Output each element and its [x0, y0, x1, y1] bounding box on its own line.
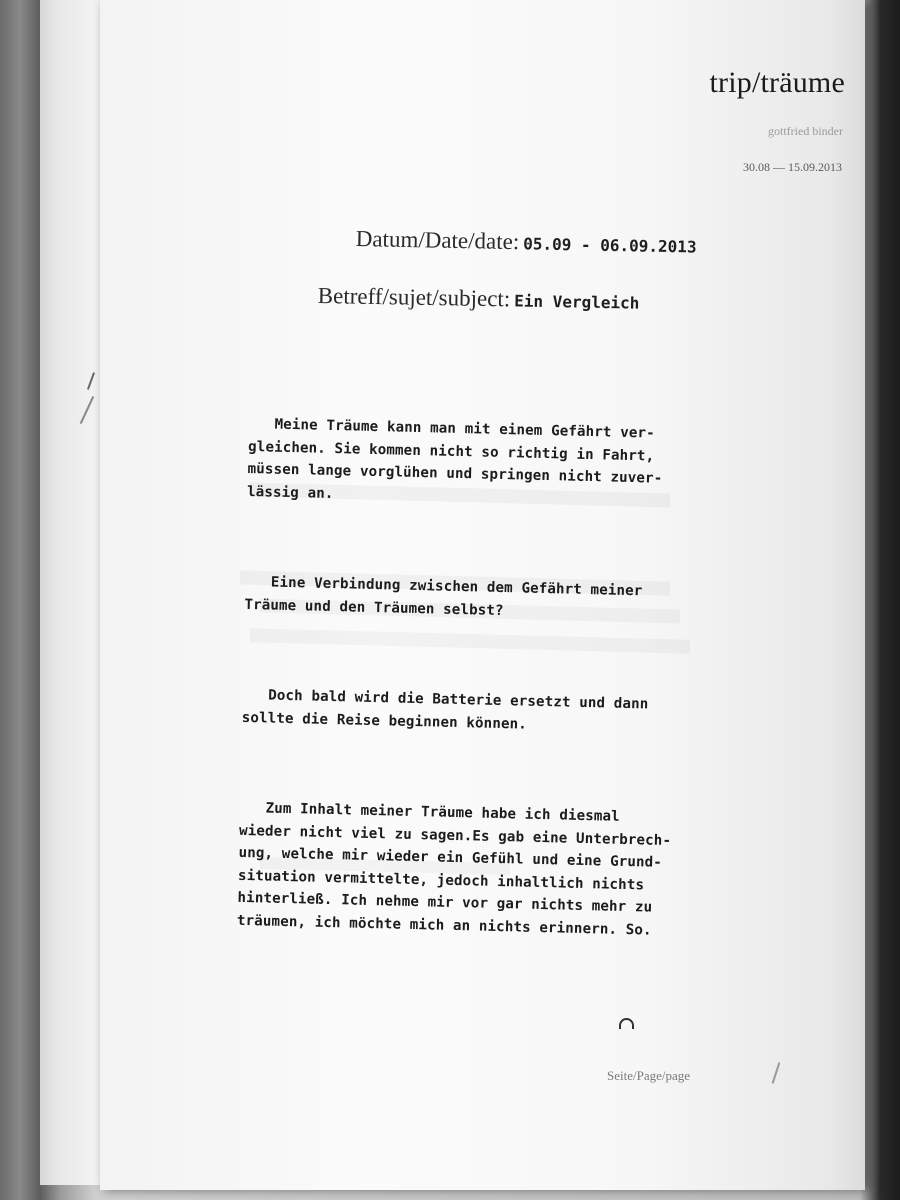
date-value: 05.09 - 06.09.2013: [523, 234, 697, 257]
author-name: gottfried binder: [768, 124, 843, 138]
document-title: trip/träume: [709, 66, 845, 99]
trip-date-range: 30.08 — 15.09.2013: [743, 160, 842, 174]
body-paragraph: Eine Verbindung zwischen dem Gefährt meiner Träume und den Träumen selbst?: [244, 573, 643, 619]
subject-label: Betreff/sujet/subject:: [317, 283, 511, 312]
body-paragraph: Zum Inhalt meiner Träume habe ich diesmal wieder nicht viel zu sagen.Es gab eine Unterbrech- ung, welche mir wieder ein Gefühl und eine Grund- situation vermittelte, jedoch inhaltlich nichts hinterließ. Ich nehme mir vor gar nichts mehr zu träumen, ich möchte mich an nichts erinnern. So.: [236, 799, 672, 939]
body-paragraph: Meine Träume kann man mit einem Gefährt ver- gleichen. Sie kommen nicht so richtig in Fahrt, müssen lange vorglühen und springen nicht zuver- lässig an.: [246, 415, 663, 502]
page-number-mark: [619, 1018, 634, 1029]
date-label: Datum/Date/date:: [355, 226, 520, 255]
body-paragraph: Doch bald wird die Batterie ersetzt und dann sollte die Reise beginnen können.: [241, 686, 649, 733]
page-label: Seite/Page/page: [607, 1068, 691, 1083]
typewritten-body: [236, 368, 810, 991]
underlying-sheet: [60, 0, 101, 1185]
subject-value: Ein Vergleich: [514, 291, 640, 313]
pen-mark: [772, 1062, 781, 1084]
